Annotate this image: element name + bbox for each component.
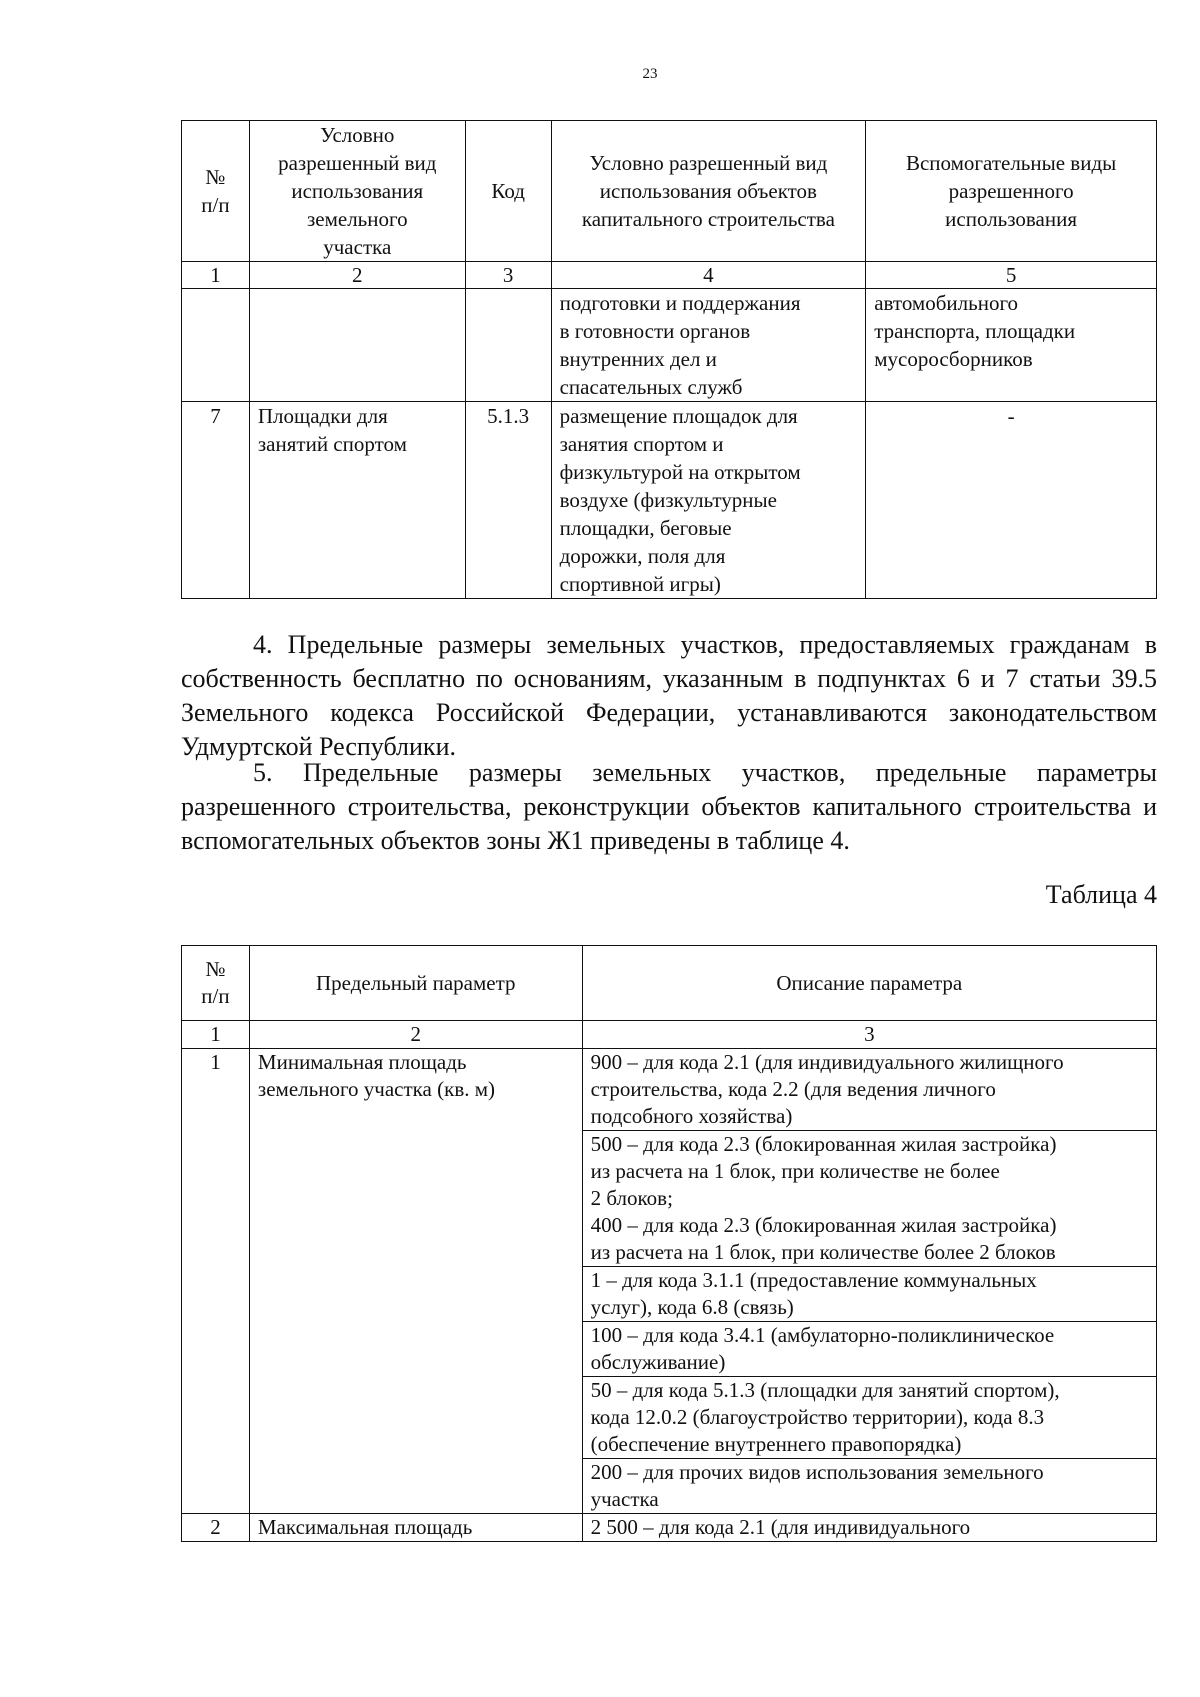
row-number: 1 [182, 1049, 250, 1514]
table-header-row [182, 946, 1157, 1021]
paragraph-4-text: 4. Предельные размеры земельных участков, предоставляемых гражданам в собственность бесплатно по основаниям, указанным в подпунктах 6 и 7 статьи 39.5 Земельного кодекса Российской Федерации, устанавливаются законодательством Удмуртской Республики. [181, 630, 1157, 761]
use-description: подготовки и поддержания в готовности органов внутренних дел и спасательных служб [551, 289, 866, 402]
header-cell-auxiliary: Вспомогательные виды разрешенного использования [866, 121, 1157, 262]
row-number: 7 [182, 402, 250, 599]
parameter-name: Минимальная площадь земельного участка (кв. м) [249, 1049, 582, 1514]
table-caption: Таблица 4 [1045, 880, 1157, 909]
column-numbering-row [182, 262, 1157, 289]
auxiliary-uses: - [866, 402, 1157, 599]
header-cell-number: № п/п [182, 121, 250, 262]
parameter-description: 50 – для кода 5.1.3 (площадки для занятий спортом), кода 12.0.2 (благоустройство территории), кода 8.3 (обеспечение внутреннего правопорядка) [582, 1377, 1156, 1459]
auxiliary-uses: автомобильного транспорта, площадки мусоросборников [866, 289, 1157, 402]
column-number: 4 [551, 262, 866, 289]
table-row [182, 289, 1157, 402]
table-row [182, 402, 1157, 599]
parameter-description: 200 – для прочих видов использования земельного участка [582, 1459, 1156, 1514]
parameter-description: 1 – для кода 3.1.1 (предоставление коммунальных услуг), кода 6.8 (связь) [582, 1267, 1156, 1322]
column-number: 2 [249, 262, 465, 289]
table-row [182, 1049, 1157, 1131]
use-code: 5.1.3 [465, 402, 551, 599]
land-use-name: Площадки для занятий спортом [249, 402, 465, 599]
limit-parameters-table [181, 945, 1157, 1542]
row-number: 2 [182, 1514, 250, 1542]
header-cell-parameter: Предельный параметр [249, 946, 582, 1021]
column-number: 1 [182, 1021, 250, 1049]
column-number: 3 [465, 262, 551, 289]
parameter-description: 900 – для кода 2.1 (для индивидуального жилищного строительства, кода 2.2 (для ведения личного подсобного хозяйства) [582, 1049, 1156, 1131]
paragraph-5-text: 5. Предельные размеры земельных участков, предельные параметры разрешенного строительства, реконструкции объектов капитального строительства и вспомогательных объектов зоны Ж1 приведены в таблице 4. [181, 758, 1157, 855]
paragraph-5 [181, 756, 1157, 858]
header-cell-description: Описание параметра [582, 946, 1156, 1021]
header-cell-land-use: Условно разрешенный вид использования земельного участка [249, 121, 465, 262]
header-cell-number: № п/п [182, 946, 250, 1021]
table-row [182, 1514, 1157, 1542]
parameter-name: Максимальная площадь [249, 1514, 582, 1542]
land-use-name [249, 289, 465, 402]
column-number: 5 [866, 262, 1157, 289]
paragraph-4 [181, 628, 1157, 764]
row-number [182, 289, 250, 402]
table-header-row [182, 121, 1157, 262]
column-numbering-row [182, 1021, 1157, 1049]
parameter-description: 2 500 – для кода 2.1 (для индивидуального [582, 1514, 1156, 1542]
column-number: 3 [582, 1021, 1156, 1049]
parameter-description: 100 – для кода 3.4.1 (амбулаторно-поликлиническое обслуживание) [582, 1322, 1156, 1377]
column-number: 1 [182, 262, 250, 289]
use-code [465, 289, 551, 402]
use-description: размещение площадок для занятия спортом и физкультурой на открытом воздухе (физкультурные площадки, беговые дорожки, поля для спортивной игры) [551, 402, 866, 599]
parameter-description: 500 – для кода 2.3 (блокированная жилая застройка) из расчета на 1 блок, при количестве не более 2 блоков; 400 – для кода 2.3 (блокированная жилая застройка) из расчета на 1 блок, при количестве более 2 блоков [582, 1131, 1156, 1267]
header-cell-construction-use: Условно разрешенный вид использования объектов капитального строительства [551, 121, 866, 262]
column-number: 2 [249, 1021, 582, 1049]
permitted-use-table [181, 120, 1157, 599]
page-number: 23 [642, 66, 658, 82]
header-cell-code: Код [465, 121, 551, 262]
